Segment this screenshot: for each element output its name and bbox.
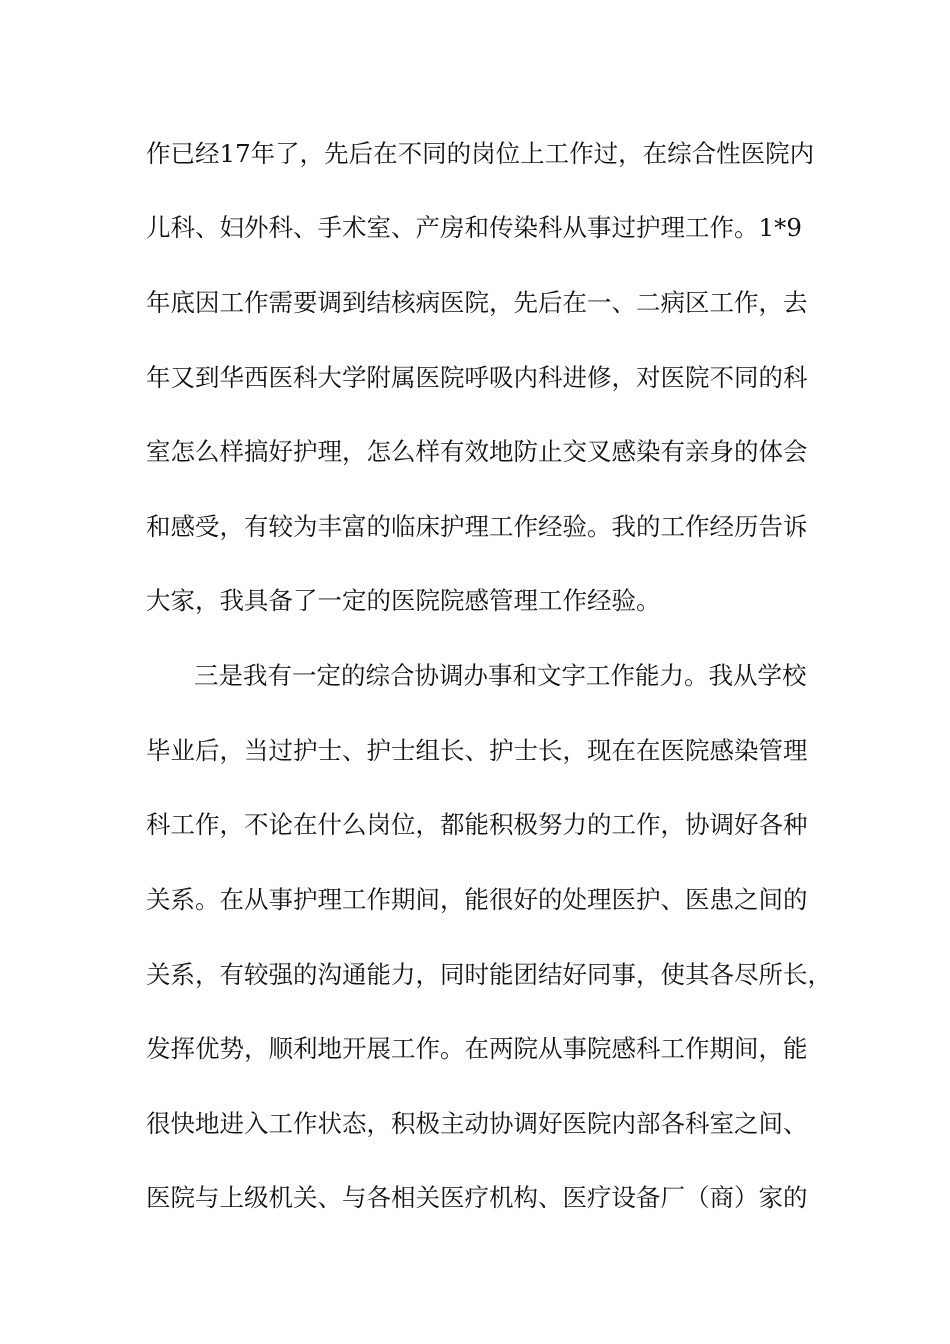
- text-line-15: 医院与上级机关、与各相关医疗机构、医疗设备厂（商）家的: [146, 1183, 808, 1212]
- text-line-12: 关系，有较强的沟通能力，同时能团结好同事，使其各尽所长，: [146, 960, 832, 989]
- text-line-11: 关系。在从事护理工作期间，能很好的处理医护、医患之间的: [146, 885, 808, 914]
- text-line-5: 室怎么样搞好护理，怎么样有效地防止交叉感染有亲身的体会: [146, 437, 808, 466]
- text-line-6: 和感受，有较为丰富的临床护理工作经验。我的工作经历告诉: [146, 512, 808, 541]
- text-line-3: 年底因工作需要调到结核病医院，先后在一、二病区工作，去: [146, 288, 808, 317]
- text-line-1: 作已经17年了，先后在不同的岗位上工作过，在综合性医院内: [146, 139, 815, 168]
- text-line-4: 年又到华西医科大学附属医院呼吸内科进修，对医院不同的科: [146, 363, 808, 392]
- text-line-2: 儿科、妇外科、手术室、产房和传染科从事过护理工作。1*9: [146, 213, 802, 242]
- text-line-13: 发挥优势，顺利地开展工作。在两院从事院感科工作期间，能: [146, 1034, 808, 1063]
- text-line-7: 大家，我具备了一定的医院院感管理工作经验。: [146, 586, 661, 615]
- text-line-9: 毕业后，当过护士、护士组长、护士长，现在在医院感染管理: [146, 736, 808, 765]
- paragraph-start-line: 三是我有一定的综合协调办事和文字工作能力。我从学校: [194, 661, 807, 690]
- text-line-10: 科工作，不论在什么岗位，都能积极努力的工作，协调好各种: [146, 810, 808, 839]
- text-line-14: 很快地进入工作状态，积极主动协调好医院内部各科室之间、: [146, 1109, 808, 1138]
